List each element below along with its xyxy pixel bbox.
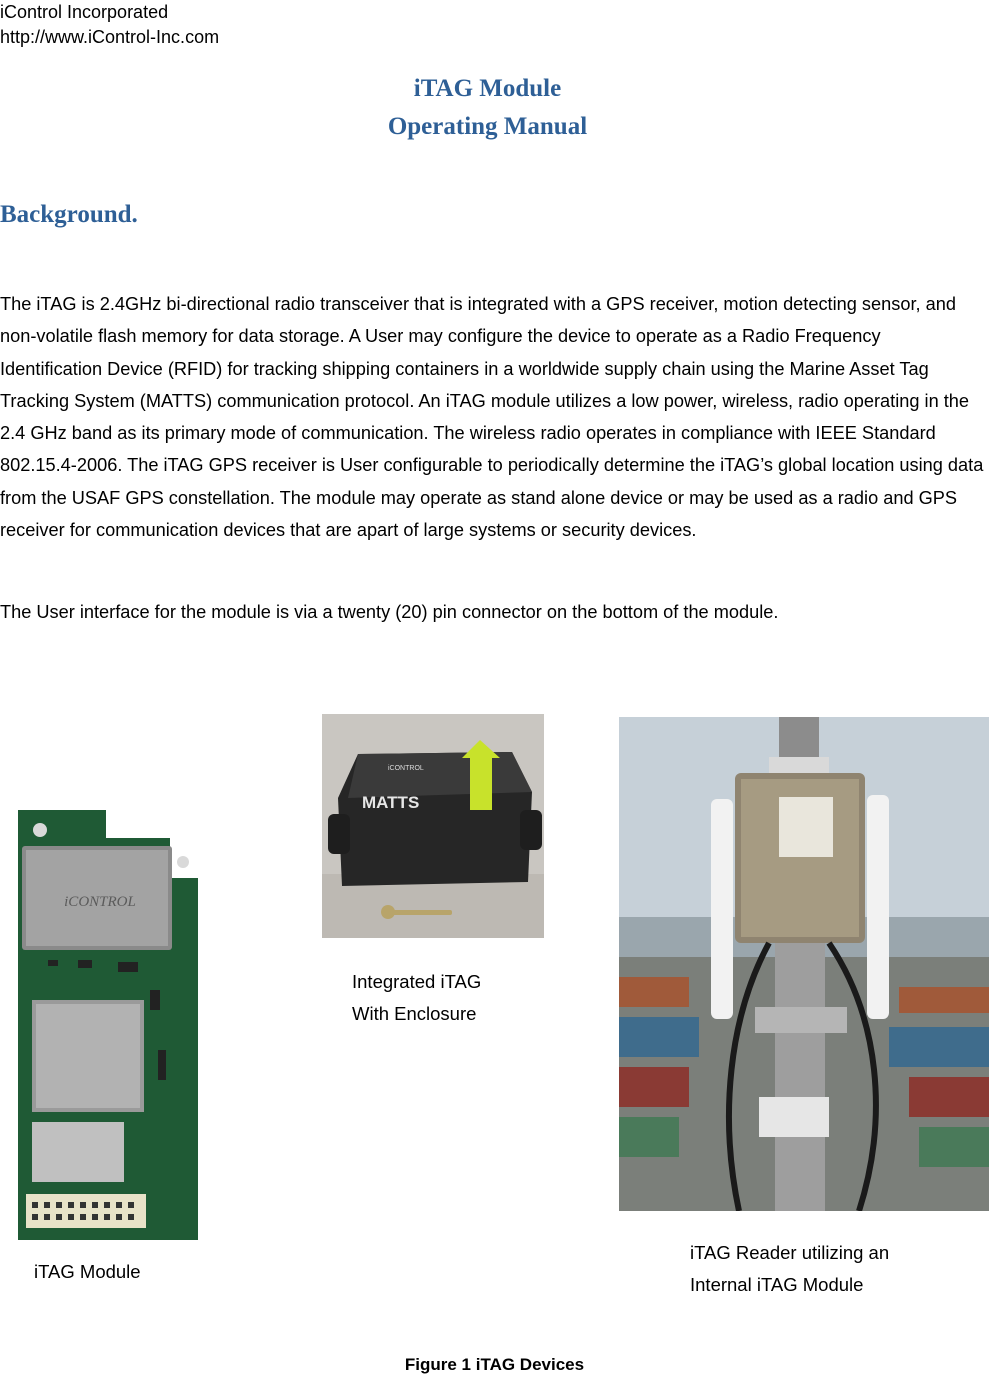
- caption-integrated-itag-line1: Integrated iTAG: [352, 971, 482, 992]
- document-title: iTAG Module: [413, 75, 562, 102]
- board-logo-text: iCONTROL: [64, 894, 136, 910]
- enclosure-brand-text: iCONTROL: [388, 765, 424, 772]
- company-url: http://www.iControl-Inc.com: [0, 27, 220, 47]
- caption-integrated-itag: [352, 966, 481, 1030]
- caption-itag-reader-line1: iTAG Reader utilizing an: [690, 1242, 890, 1263]
- document-subtitle: Operating Manual: [387, 113, 588, 140]
- caption-itag-reader: [690, 1237, 889, 1301]
- company-name: iControl Incorporated: [0, 2, 169, 22]
- integrated-itag-enclosure-photo: [322, 714, 544, 938]
- caption-integrated-itag-line2: With Enclosure: [352, 1003, 477, 1024]
- section-heading-background: Background.: [0, 201, 138, 228]
- figure-caption: Figure 1 iTAG Devices: [404, 1355, 585, 1374]
- enclosure-label-text: MATTS: [362, 793, 420, 812]
- caption-itag-reader-line2: Internal iTAG Module: [690, 1274, 864, 1295]
- background-paragraph-2: The User interface for the module is via a twenty (20) pin connector on the bottom of the module.: [0, 602, 779, 622]
- itag-module-photo: [18, 810, 198, 1240]
- itag-reader-photo: [619, 717, 989, 1211]
- background-paragraph-1: The iTAG is 2.4GHz bi-directional radio transceiver that is integrated with a GPS receiver, motion detecting sensor, and non-volatile flash memory for data storage. A User may configure the device to operate as a Radio Frequency Identification Device (RFID) for tracking shipping containers in a worldwide supply chain using the Marine Asset Tag Tracking System (MATTS) communication protocol. An iTAG module utilizes a low power, wireless, radio operating in the 2.4 GHz band as its primary mode of communication. The wireless radio operates in compliance with IEEE Standard 802.15.4-2006. The iTAG GPS receiver is User configurable to periodically determine the iTAG’s global location using data from the USAF GPS constellation. The module may operate as stand alone device or may be used as a radio and GPS receiver for communication devices that are apart of large systems or security devices.: [0, 294, 984, 541]
- caption-itag-module: iTAG Module: [34, 1261, 141, 1282]
